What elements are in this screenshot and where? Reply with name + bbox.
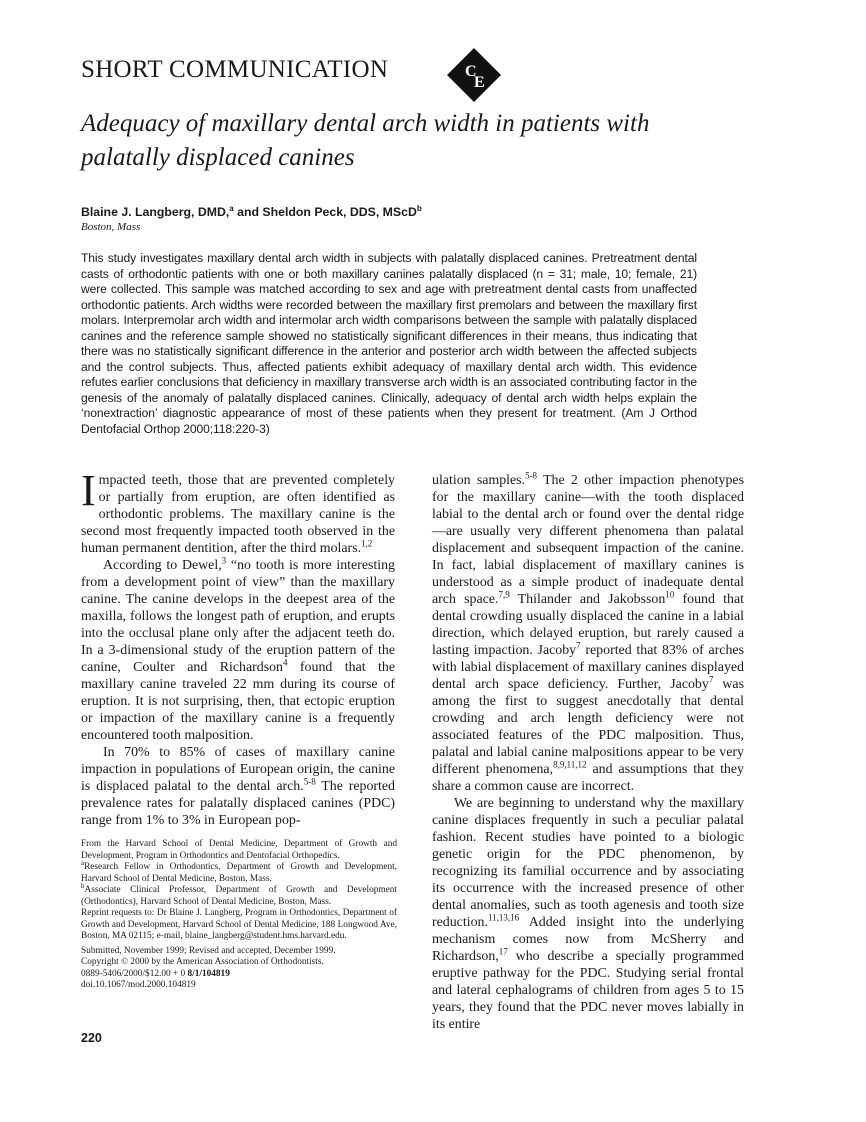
paragraph-text: According to Dewel,: [103, 558, 222, 573]
reference: 17: [498, 946, 508, 957]
reference: 4: [283, 657, 288, 668]
author-2: and Sheldon Peck, DDS, MScD: [233, 205, 417, 220]
reference: 5-8: [303, 776, 316, 787]
badge-letter-c: C: [465, 63, 477, 80]
paragraph: [81, 466, 395, 557]
footnote-affiliation: From the Harvard School of Dental Medicine, Department of Growth and Development, Program in Orthodontics and Dentofacial Orthopedics.: [81, 839, 397, 861]
footnote-reprint: Reprint requests to: Dr Blaine J. Langberg, Program in Orthodontics, Department of Growth and Development, Harvard School of Dental Medicine, 188 Longwood Ave, Boston, MA 02115; e-mail, blaine_langberg@student.hms.harvard.edu.: [81, 908, 397, 941]
reference: 7,9: [498, 589, 510, 600]
reference: 5-8: [525, 470, 538, 481]
paragraph-text: Added insight into the underlying mechanism comes now from McSherry and Richardson,: [432, 915, 744, 964]
issn-code: 8/1/104819: [187, 968, 230, 979]
footnote-text: Associate Clinical Professor, Department of Growth and Development (Orthodontics), Harvard School of Dental Medicine, Boston, Mass.: [81, 885, 397, 907]
author-byline: [81, 204, 422, 219]
footnote-copyright: Copyright © 2000 by the American Association of Orthodontists.: [81, 957, 324, 967]
article-title: Adequacy of maxillary dental arch width in patients with palatally displaced canines: [81, 110, 650, 171]
paragraph-text: and assumptions that they share a common cause are incorrect.: [432, 762, 744, 794]
author-1: Blaine J. Langberg, DMD,: [81, 205, 230, 220]
reference: 1,2: [361, 538, 373, 549]
author-1-affiliation-mark: a: [229, 204, 234, 213]
footnote-issn: [81, 969, 397, 981]
reference: 11,13,16: [487, 912, 520, 923]
ce-diamond-badge: [445, 46, 503, 104]
paragraph: [81, 557, 395, 744]
paragraph-text: mpacted teeth, those that are prevented completely or partially from eruption, are often identified as orthodontic problems. The maxillary canine is the second most frequently impacted tooth observed in the human permanent dentition, after the third molars.: [81, 473, 395, 556]
paragraph-text: The 2 other impaction phenotypes for the maxillary canine—with the tooth displaced labial to the dental arch or found over the dental ridge—are usually very different phenomena than palatal displacement and subsequent impaction of the canine. In fact, labial displacement of maxillary canines is understood as a simple product of inadequate dental arch space.: [432, 473, 744, 607]
footnote-a: [81, 858, 397, 885]
paragraph-text: In 70% to 85% of cases of maxillary canine impaction in populations of European origin, the canine is displaced palatal to the dental arch.: [81, 745, 395, 794]
paragraph-text: ulation samples.: [432, 473, 526, 488]
reference: 10: [665, 589, 675, 600]
paragraph-text: “no tooth is more interesting from a development point of view” than the maxillary canine. The canine develops in the deepest area of the maxilla, follows the longest path of eruption, and erupts into the occlusal plane only after the adjacent teeth do. In a 3-dimensional study of the eruption pattern of the canine, Coulter and Richardson: [81, 558, 395, 675]
reference: 3: [221, 555, 227, 566]
footnote-mark: b: [81, 881, 85, 890]
footnote-mark: a: [81, 858, 85, 867]
reference: 8,9,11,12: [553, 759, 587, 770]
paragraph: [432, 795, 744, 1033]
paragraph: [432, 472, 744, 795]
drop-cap: I: [81, 466, 96, 515]
paragraph-text: found that dental crowding usually displaced the canine in a labial direction, which delayed eruption, but rarely caused a lasting impaction. Jacoby: [432, 592, 744, 658]
body-column-left: [81, 466, 395, 829]
author-location: Boston, Mass: [81, 221, 141, 233]
section-label: SHORT COMMUNICATION: [81, 56, 389, 83]
paragraph-text: Thilander and Jakobsson: [509, 592, 666, 607]
paragraph-text: The reported prevalence rates for palatally displaced canines (PDC) range from 1% to 3% in European pop-: [81, 779, 395, 828]
issn-text: 0889-5406/2000/$12.00 + 0: [81, 968, 188, 979]
paragraph-text: We are beginning to understand why the maxillary canine displaces frequently in such a peculiar palatal fashion. Recent studies have pointed to a biologic genetic origin for the PDC phenomenon, by recognizing its familial occurrence and by associating its occurrence with the increased presence of other dental anomalies, such as tooth agenesis and tooth size reduction.: [432, 796, 744, 930]
reference: 7: [708, 674, 714, 685]
footnote-submitted: Submitted, November 1999; Revised and accepted, December 1999.: [81, 945, 336, 956]
footnote-b: [81, 881, 397, 908]
footnotes: [81, 839, 397, 992]
badge-letter-e: E: [474, 74, 485, 91]
page-number: 220: [81, 1031, 102, 1045]
body-column-right: [432, 472, 744, 1033]
abstract: This study investigates maxillary dental arch width in subjects with palatally displaced canines. Pretreatment dental casts of orthodontic patients with one or both maxillary canines palatally displaced (n = 31; male, 10; female, 21) were collected. This sample was matched according to sex and age with pretreatment dental casts from unaffected orthodontic patients. Arch widths were recorded between the maxillary first premolars and between the maxillary first molars. Interpremolar arch width and intermolar arch width comparisons between the sample with palatally displaced canines and the reference sample showed no statistically significant differences in their means, thus indicating that there was no statistically significant difference in the anterior and posterior arch width between the affected subjects and the control subjects. Thus, affected patients exhibit adequacy of maxillary dental arch width. This evidence refutes earlier conclusions that deficiency in maxillary transverse arch width is an associated contributing factor in the genesis of the anomaly of palatally displaced canines. Clinically, adequacy of dental arch width helps explain the ‘nonextraction’ diagnostic appearance of most of these patients when they present for treatment. (Am J Orthod Dentofacial Orthop 2000;118:220-3): [81, 251, 697, 436]
reference: 7: [576, 640, 581, 651]
author-2-affiliation-mark: b: [416, 204, 422, 213]
footnote-doi: doi.10.1067/mod.2000.104819: [81, 980, 196, 990]
paragraph-text: was among the first to suggest anecdotally that dental crowding and arch length deficiency were not associated features of the PDC malposition. Thus, palatal and labial canine malpositions appear to be very different phenomena,: [432, 677, 744, 777]
footnote-text: Research Fellow in Orthodontics, Department of Growth and Development, Harvard School of Dental Medicine, Boston, Mass.: [81, 862, 397, 884]
paragraph-text: who describe a specially programmed eruptive pathway for the PDC. Studying serial frontal and lateral cephalograms of children from ages 5 to 15 years, they found that the PDC never moves labially in its entire: [432, 949, 744, 1032]
paragraph-text: reported that 83% of arches with labial displacement of maxillary canines displayed dental arch space deficiency. Further, Jacoby: [432, 643, 744, 692]
paragraph-text: found that the maxillary canine traveled 22 mm during its course of eruption. It is not surprising, then, that ectopic eruption or impaction of the maxillary canine is a frequently encountered tooth malposition.: [81, 660, 395, 743]
paragraph: [81, 744, 395, 829]
